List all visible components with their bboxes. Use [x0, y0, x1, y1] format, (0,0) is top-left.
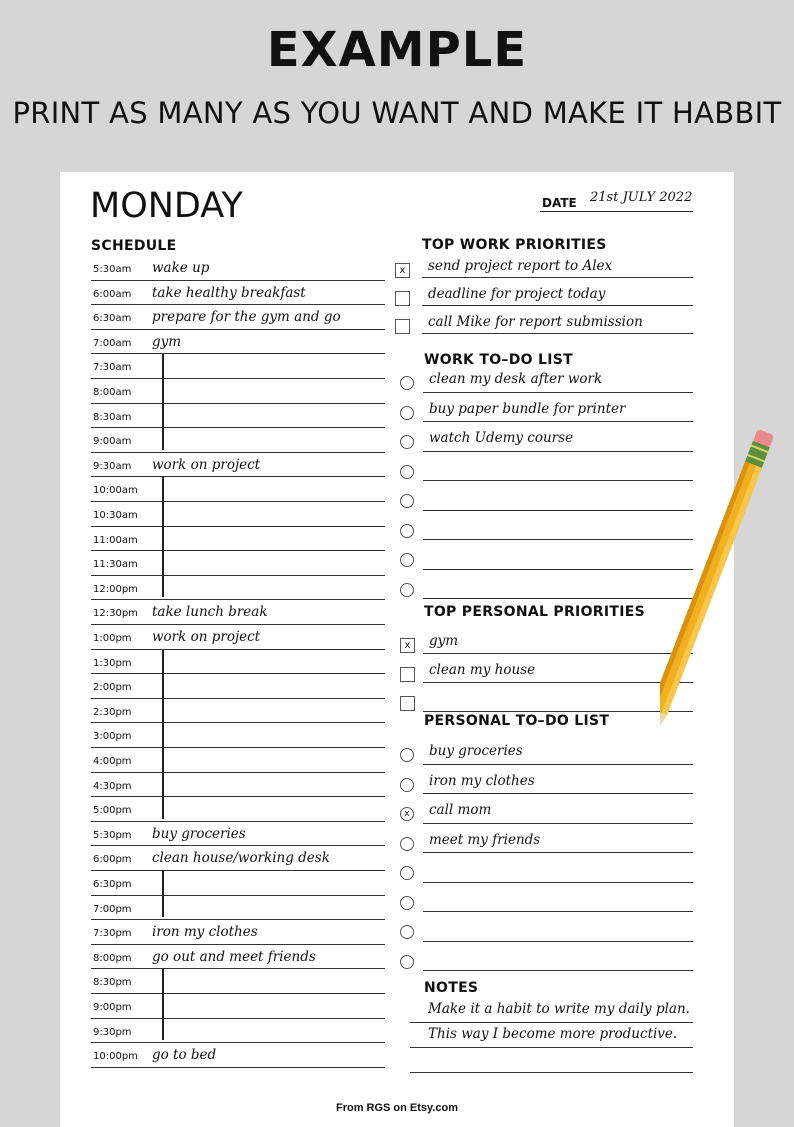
schedule-time: 9:30pm [93, 1026, 132, 1038]
schedule-time: 6:00am [93, 288, 132, 300]
personal-todo-item: buy groceries [429, 743, 523, 759]
schedule-line [91, 796, 385, 797]
checkbox [395, 319, 410, 334]
top-personal-line [423, 711, 693, 712]
notes-line [410, 1022, 693, 1023]
schedule-task: clean house/working desk [152, 850, 330, 867]
schedule-line [91, 722, 385, 723]
schedule-line [91, 403, 385, 404]
radio-circle [400, 925, 414, 939]
schedule-heading: SCHEDULE [91, 238, 177, 254]
schedule-line [91, 747, 385, 748]
work-todo-line [423, 451, 693, 452]
radio-circle [400, 866, 414, 880]
schedule-span-bar [162, 968, 164, 1040]
notes-line-text: Make it a habit to write my daily plan. [428, 1001, 690, 1017]
top-work-line [422, 305, 693, 306]
work-todo-line [423, 510, 693, 511]
top-personal-line [423, 682, 693, 683]
schedule-time: 4:00pm [93, 756, 132, 767]
schedule-span-bar [162, 476, 164, 597]
schedule-line [91, 944, 385, 945]
personal-todo-line [423, 823, 693, 824]
schedule-line [91, 698, 385, 699]
date-label: DATE [542, 196, 577, 210]
schedule-span-bar [162, 353, 164, 449]
footer-credit: From RGS on Etsy.com [335, 1102, 459, 1114]
schedule-line [91, 550, 385, 551]
banner-subtitle: PRINT AS MANY AS YOU WANT AND MAKE IT HABBIT [12, 96, 782, 130]
schedule-time: 2:30pm [93, 706, 132, 718]
personal-todo-line [423, 941, 693, 942]
schedule-time: 7:00pm [93, 903, 132, 915]
schedule-line [91, 378, 385, 379]
schedule-time: 10:00pm [93, 1051, 138, 1063]
radio-circle [400, 465, 414, 479]
schedule-time: 1:30pm [93, 657, 132, 669]
schedule-line [91, 599, 385, 600]
schedule-time: 1:00pm [93, 633, 132, 644]
radio-circle [400, 748, 414, 762]
radio-circle [400, 494, 414, 508]
date-underline [540, 211, 693, 212]
work-todo-line [423, 598, 693, 599]
work-todo-line [423, 480, 693, 481]
schedule-line [91, 845, 385, 846]
checkbox: x [395, 263, 410, 278]
schedule-span-bar [162, 870, 164, 917]
schedule-time: 7:30am [93, 362, 132, 374]
notes-heading: NOTES [424, 980, 479, 996]
work-todo-item: watch Udemy course [429, 430, 574, 446]
banner-title: EXAMPLE [266, 22, 528, 78]
schedule-task: go to bed [152, 1047, 217, 1064]
radio-circle [400, 896, 414, 910]
schedule-task: prepare for the gym and go [152, 309, 341, 326]
schedule-line [91, 821, 385, 822]
schedule-time: 6:30am [93, 313, 132, 325]
radio-circle [400, 406, 414, 420]
personal-todo-line [423, 911, 693, 912]
work-todo-line [423, 392, 693, 393]
top-personal-heading: TOP PERSONAL PRIORITIES [424, 604, 645, 620]
schedule-time: 8:00pm [93, 952, 132, 964]
schedule-time: 11:30am [93, 559, 138, 571]
schedule-line [91, 919, 385, 920]
pencil-icon [660, 420, 794, 780]
radio-circle [400, 837, 414, 851]
top-personal-item: gym [429, 633, 459, 649]
schedule-time: 9:00pm [93, 1002, 132, 1013]
schedule-time: 8:00am [93, 387, 132, 398]
schedule-task: wake up [152, 260, 210, 276]
schedule-task: work on project [152, 456, 261, 473]
schedule-task: take healthy breakfast [152, 284, 306, 301]
schedule-time: 5:30am [93, 264, 132, 275]
radio-circle [400, 435, 414, 449]
schedule-time: 12:30pm [93, 608, 138, 620]
personal-todo-item: call mom [429, 802, 492, 818]
top-work-heading: TOP WORK PRIORITIES [422, 237, 607, 253]
schedule-time: 8:30am [93, 411, 132, 423]
radio-circle [400, 376, 414, 390]
schedule-line [91, 673, 385, 674]
work-todo-heading: WORK TO–DO LIST [424, 352, 573, 368]
personal-todo-line [423, 852, 693, 853]
schedule-time: 12:00pm [93, 583, 138, 595]
radio-circle [400, 955, 414, 969]
schedule-line [91, 1018, 385, 1019]
schedule-time: 3:00pm [93, 731, 132, 743]
work-todo-item: clean my desk after work [429, 371, 603, 387]
personal-todo-line [423, 793, 693, 794]
schedule-time: 9:30am [93, 460, 132, 472]
schedule-line [91, 968, 385, 969]
schedule-time: 8:30pm [93, 977, 132, 989]
schedule-time: 7:30pm [93, 928, 132, 940]
schedule-time: 7:00am [93, 337, 132, 349]
top-work-line [422, 277, 693, 278]
schedule-line [91, 304, 385, 305]
schedule-task: take lunch break [152, 604, 268, 621]
schedule-line [91, 526, 385, 527]
radio-circle [400, 553, 414, 567]
schedule-span-bar [162, 649, 164, 819]
schedule-task: gym [152, 333, 182, 350]
notes-line [410, 1072, 693, 1073]
schedule-time: 6:30pm [93, 879, 132, 890]
schedule-time: 10:30am [93, 510, 138, 521]
personal-todo-item: iron my clothes [429, 772, 535, 789]
schedule-line [91, 452, 385, 453]
schedule-line [91, 427, 385, 428]
schedule-time: 5:00pm [93, 805, 132, 817]
notes-line [410, 1047, 693, 1048]
checkbox [400, 696, 415, 711]
work-todo-item: buy paper bundle for printer [429, 400, 626, 417]
top-work-line [422, 333, 693, 334]
schedule-line [91, 993, 385, 994]
work-todo-line [423, 539, 693, 540]
schedule-time: 4:30pm [93, 780, 132, 792]
planner-page [60, 172, 734, 1127]
schedule-line [91, 772, 385, 773]
schedule-time: 5:30pm [93, 829, 132, 841]
day-title: MONDAY [90, 186, 243, 226]
personal-todo-line [423, 764, 693, 765]
top-personal-item: clean my house [429, 662, 536, 678]
schedule-line [91, 1042, 385, 1043]
top-personal-line [423, 653, 693, 654]
personal-todo-item: meet my friends [429, 831, 541, 848]
personal-todo-line [423, 882, 693, 883]
personal-todo-line [423, 970, 693, 971]
schedule-time: 6:00pm [93, 854, 132, 866]
schedule-line [91, 476, 385, 477]
schedule-line [91, 575, 385, 576]
schedule-time: 2:00pm [93, 682, 132, 694]
schedule-task: buy groceries [152, 825, 246, 842]
schedule-line [91, 1067, 385, 1068]
schedule-line [91, 329, 385, 330]
personal-todo-heading: PERSONAL TO–DO LIST [424, 713, 610, 729]
date-value: 21st JULY 2022 [590, 190, 693, 205]
schedule-task: go out and meet friends [152, 948, 316, 965]
radio-circle [400, 524, 414, 538]
schedule-time: 9:00am [93, 436, 132, 448]
schedule-task: iron my clothes [152, 924, 258, 941]
schedule-line [91, 870, 385, 871]
checkbox [395, 291, 410, 306]
radio-circle [400, 583, 414, 597]
radio-circle: x [400, 807, 414, 821]
work-todo-line [423, 569, 693, 570]
schedule-line [91, 280, 385, 281]
schedule-line [91, 353, 385, 354]
schedule-line [91, 501, 385, 502]
radio-circle [400, 778, 414, 792]
schedule-line [91, 649, 385, 650]
top-work-item: send project report to Alex [428, 258, 613, 274]
checkbox: x [400, 638, 415, 653]
checkbox [400, 667, 415, 682]
schedule-time: 11:00am [93, 534, 138, 546]
schedule-time: 10:00am [93, 485, 138, 497]
top-work-item: deadline for project today [428, 286, 606, 302]
work-todo-line [423, 421, 693, 422]
top-work-item: call Mike for report submission [428, 314, 643, 330]
notes-line-text: This way I become more productive. [428, 1026, 678, 1042]
schedule-line [91, 624, 385, 625]
schedule-line [91, 895, 385, 896]
schedule-task: work on project [152, 629, 261, 645]
